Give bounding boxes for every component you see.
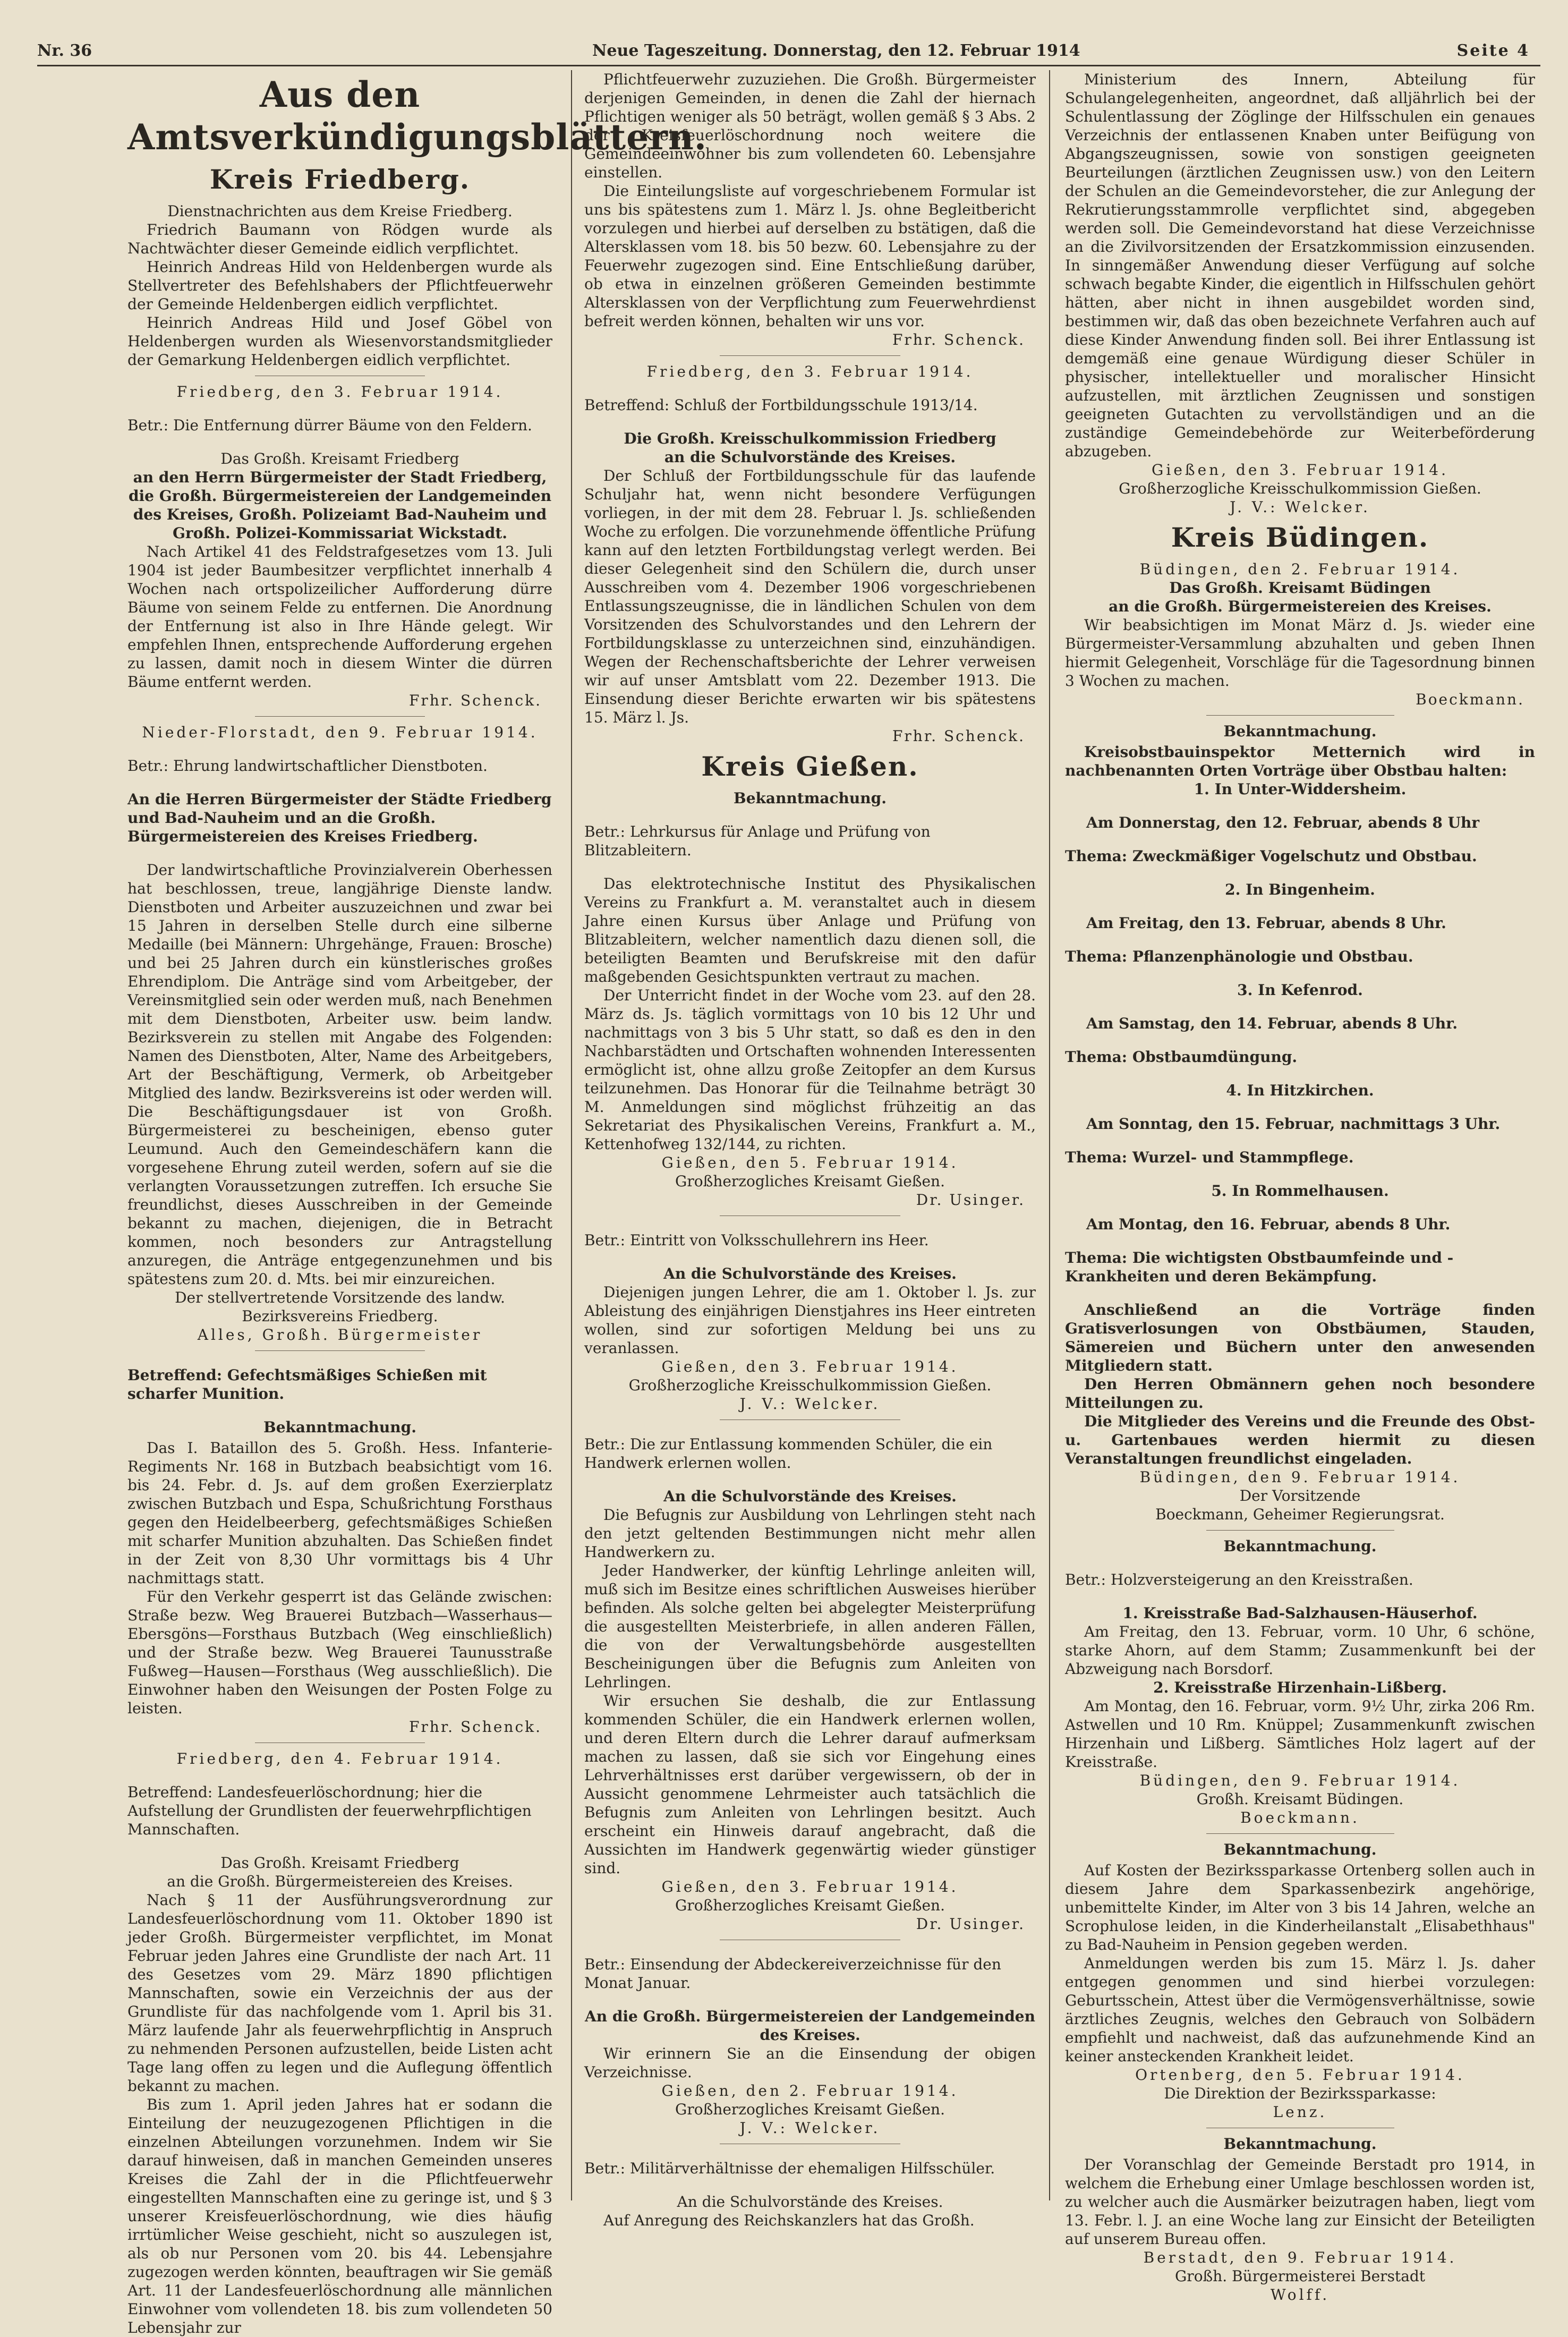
notice-recipient: An die Herren Bürgermeister der Städte Friedberg und Bad-Nauheim und an die Großh. Bürgermeistereien des Kreises Friedberg. — [127, 791, 552, 845]
column-3 — [1065, 70, 1535, 2304]
notice-signature: Frhr. Schenck. — [408, 692, 542, 709]
notice-text: Anmeldungen werden bis zum 15. März l. Js. daher entgegen genommen und sind hierbei vorzulegen: Geburtsschein, Attest über die Vermögensverhältnisse, sowie ärztliches Zeugnis, welches den Gebrauch von Solbädern empfiehlt und nachweist, daß das aufzunehmende Kind an keiner ansteckenden Krankheit leidet. — [1065, 1954, 1535, 2065]
auction-location: 2. Kreisstraße Hirzenhain-Lißberg. — [1153, 1679, 1447, 1696]
notice-subject: Betr.: Ehrung landwirtschaftlicher Dienstboten. — [127, 757, 488, 775]
kreis-giessen-heading: Kreis Gießen. — [701, 751, 919, 782]
notice-date: Gießen, den 2. Februar 1914. — [661, 2082, 959, 2100]
notice-text: Der landwirtschaftliche Provinzialverein Oberhessen hat beschlossen, treue, langjährige Dienste landw. Dienstboten und Arbeiter auszuzeichnen und zwar bei 15 Jahren in derselben Stelle durch eine silberne Medaille (bei Männern: Uhrgehänge, Frauen: Brosche) und bei 25 Jahren durch ein künstlerisches großes Ehrendiplom. Die Anträge sind vom Arbeitgeber, der Vereinsmitglied sein oder werden muß, nach Benehmen mit dem Dienstboten, Arbeiter usw. beim landw. Bezirksverein zu stellen mit Angabe des Folgenden: Namen des Dienstboten, Alter, Name des Arbeitgebers, Art der Beschäftigung, Vermerk, ob Arbeitgeber Mitglied des landw. Bezirksvereins ist oder werden will. Die Beschäftigungsdauer ist von Großh. Bürgermeisterei zu bescheinigen, ebenso guter Leumund. Auch den Gemeindeschäfern kann die vorgesehene Ehrung zuteil werden, sofern auf sie die verlangten Voraussetzungen zutreffen. Ich ersuche Sie freundlichst, dieses Ausschreiben in der Gemeinde bekannt zu machen, diejenigen, die in Betracht kommen, noch besonders zur Antragstellung anzuregen, die Anträge entgegenzunehmen und bis spätestens zum 20. d. Mts. bei mir einzureichen. — [127, 861, 552, 1288]
notice-sender: Die Direktion der Bezirkssparkasse: — [1164, 2085, 1436, 2102]
notice-heading: Bekanntmachung. — [734, 789, 887, 807]
notice-subject: Betr.: Einsendung der Abdeckereiverzeichnisse für den Monat Januar. — [584, 1956, 1001, 1992]
notice-recipient: An die Großh. Bürgermeistereien der Landgemeinden des Kreises. — [585, 2008, 1035, 2044]
lecture-place: 3. In Kefenrod. — [1237, 981, 1363, 999]
notice-sender: Das Großh. Kreisamt Friedberg — [220, 450, 459, 468]
lecture-time: Am Freitag, den 13. Februar, abends 8 Uhr. — [1086, 914, 1446, 932]
paper-dateline: Neue Tageszeitung. Donnerstag, den 12. Februar 1914 — [592, 41, 1080, 60]
notice-subject: Betr.: Die zur Entlassung kommenden Schüler, die ein Handwerk erlernen wollen. — [584, 1435, 993, 1472]
lecture-place: 4. In Hitzkirchen. — [1226, 1082, 1374, 1099]
notice-text: Heinrich Andreas Hild von Heldenbergen wurde als Stellvertreter des Befehlshabers der Pflichtfeuerwehr der Gemeinde Heldenbergen eidlich verpflichtet. — [127, 258, 552, 313]
notice-signature: Boeckmann. — [1240, 1809, 1360, 1826]
divider — [1206, 1530, 1394, 1531]
notice-signature: J. V.: Welcker. — [739, 2119, 881, 2137]
notice-text: Kreisobstbauinspektor Metternich wird in nachbenannten Orten Vorträge über Obstbau halten: — [1065, 743, 1535, 779]
notice-date: Friedberg, den 3. Februar 1914. — [646, 363, 974, 380]
notice-recipient: An die Schulvorstände des Kreises. — [677, 2193, 943, 2211]
notice-date: Gießen, den 3. Februar 1914. — [661, 1358, 959, 1375]
notice-date: Büdingen, den 2. Februar 1914. — [1139, 560, 1461, 578]
notice-sender: Das Großh. Kreisamt Friedberg — [220, 1854, 459, 1872]
notice-date: Büdingen, den 9. Februar 1914. — [1139, 1772, 1461, 1789]
notice-subject: Betreffend: Schluß der Fortbildungsschule 1913/14. — [584, 396, 978, 414]
notice-sender: Großherzogliche Kreisschulkommission Gießen. — [628, 1376, 992, 1394]
lecture-topic: Thema: Zweckmäßiger Vogelschutz und Obstbau. — [1065, 847, 1477, 865]
notice-text: Die Mitglieder des Vereins und die Freunde des Obst- u. Gartenbaues werden hiermit zu diesen Veranstaltungen freundlichst eingeladen. — [1065, 1413, 1535, 1467]
notice-signature: J. V.: Welcker. — [739, 1395, 881, 1413]
lecture-topic: Thema: Die wichtigsten Obstbaumfeinde und -Krankheiten und deren Bekämpfung. — [1065, 1249, 1454, 1285]
notice-sender: Großh. Bürgermeisterei Berstadt — [1174, 2267, 1426, 2285]
notice-subject: Betr.: Eintritt von Volksschullehrern ins Heer. — [584, 1231, 929, 1249]
notice-text: Pflichtfeuerwehr zuzuziehen. Die Großh. Bürgermeister derjenigen Gemeinden, in denen die Zahl der hiernach Pflichtigen weniger als 50 beträgt, wollen gemäß § 3 Abs. 2 der Kreisfeuerlöschordnung noch weitere die Gemeindeeinwohner bis zum vollendeten 60. Lebensjahre einstellen. — [584, 71, 1036, 181]
notice-heading: Bekanntmachung. — [1223, 2135, 1377, 2153]
notice-signature: Boeckmann, Geheimer Regierungsrat. — [1155, 1506, 1445, 1523]
notice-subject: Betreffend: Landesfeuerlöschordnung; hier die Aufstellung der Grundlisten der feuerwehrpflichtigen Mannschaften. — [127, 1783, 532, 1838]
notice-sender: Die Großh. Kreisschulkommission Friedberg — [624, 430, 996, 447]
notice-date: Friedberg, den 3. Februar 1914. — [176, 383, 504, 401]
notice-signature: Der stellvertretende Vorsitzende des landw. Bezirksvereins Friedberg. — [175, 1289, 505, 1325]
lecture-topic: Thema: Pflanzenphänologie und Obstbau. — [1065, 948, 1413, 965]
notice-text: Nach § 11 der Ausführungsverordnung zur Landesfeuerlöschordnung vom 11. Oktober 1890 ist jeder Großh. Bürgermeister verpflichtet, im Monat Februar jeden Jahres eine Grundliste der nach Art. 11 des Gesetzes vom 29. März 1890 pflichtigen Mannschaften, sowie ein Verzeichnis der aus der Grundliste für das nachfolgende vom 1. April bis 31. März laufende Jahr als feuerwehrpflichtig in Anspruch zu nehmenden Personen aufzustellen, beide Listen acht Tage lang offen zu legen und die Auflegung öffentlich bekannt zu machen. — [127, 1891, 552, 2095]
notice-recipient: An die Schulvorstände des Kreises. — [663, 1488, 957, 1505]
notice-text: Die Befugnis zur Ausbildung von Lehrlingen steht nach den jetzt geltenden Bestimmungen nicht mehr allen Handwerkern zu. — [584, 1506, 1036, 1561]
divider — [255, 716, 425, 717]
kreis-friedberg-heading: Kreis Friedberg. — [209, 164, 471, 195]
notice-date: Gießen, den 5. Februar 1914. — [661, 1154, 959, 1171]
notice-subject: Betr.: Lehrkursus für Anlage und Prüfung von Blitzableitern. — [584, 823, 931, 859]
notice-signature: Wolff. — [1270, 2286, 1330, 2304]
column-2 — [584, 70, 1036, 2229]
notice-signature: Frhr. Schenck. — [892, 727, 1025, 745]
notice-sender: Großherzogliches Kreisamt Gießen. — [675, 1897, 945, 1914]
notice-text: Den Herren Obmännern gehen noch besondere Mitteilungen zu. — [1065, 1375, 1535, 1412]
divider — [1206, 715, 1394, 716]
issue-number: Nr. 36 — [37, 41, 92, 60]
notice-signature: Dr. Usinger. — [916, 1915, 1025, 1933]
column-rule-1 — [571, 70, 572, 2200]
notice-text: Ministerium des Innern, Abteilung für Schulangelegenheiten, angeordnet, daß alljährlich bei der Schulentlassung der Zöglinge der Hilfsschulen ein genaues Verzeichnis der entlassenen Knaben unter Beifügung von Abgangszeugnissen, sowie von sonstigen geeigneten Beurteilungen (ärztlichen Zeugnissen usw.) von den Leitern der Schulen an die Gemeindevorsteher, die zur Anlegung der Rekrutierungsstammrolle verpflichtet sind, abgegeben werden soll. Die Gemeindevorstand hat diese Verzeichnisse an die Zivilvorsitzenden der Ersatzkommission einzusenden. In sinngemäßer Anwendung dieser Verfügung auf solche schwach begabte Kinder, die eigentlich in Hilfsschulen gehört hätten, aber nicht in ihnen ausgebildet worden sind, bestimmen wir, daß das oben bezeichnete Verfahren auch auf diese Kinder Anwendung finden soll. Bei ihrer Entlassung ist demgemäß eine genaue Würdigung dieser Schüler in physischer, intellektueller und moralischer Hinsicht aufzustellen, mit ärztlichen Zeugnissen und sonstigen geeigneten Gutachten zu vervollständigen und an die zuständige Gemeindebehörde zur Weiterbeförderung abzugeben. — [1065, 71, 1535, 460]
notice-text: Das elektrotechnische Institut des Physikalischen Vereins zu Frankfurt a. M. veranstaltet auch in diesem Jahre einen Kursus über Anlage und Prüfung von Blitzableitern, welcher namentlich dazu dienen soll, die beteiligten Beamten und Berufskreise mit den dafür maßgebenden Gesichtspunkten vertraut zu machen. — [584, 875, 1036, 985]
notice-text: Heinrich Andreas Hild und Josef Göbel von Heldenbergen wurden als Wiesenvorstandsmitglieder der Gemarkung Heldenbergen eidlich verpflichtet. — [127, 314, 552, 369]
notice-date: Gießen, den 3. Februar 1914. — [1152, 461, 1448, 479]
notice-signature: Frhr. Schenck. — [408, 1718, 542, 1736]
notice-text: Der Voranschlag der Gemeinde Berstadt pro 1914, in welchem die Erhebung einer Umlage beschlossen worden ist, zu welcher auch die Ausmärker beizutragen haben, liegt vom 13. Febr. l. J. an eine Woche lang zur Einsicht der Beteiligten auf unserem Bureau offen. — [1065, 2156, 1535, 2248]
kreis-buedingen-heading: Kreis Büdingen. — [1171, 522, 1429, 553]
notice-text: Am Freitag, den 13. Februar, vorm. 10 Uhr, 6 schöne, starke Ahorn, auf dem Stamm; Zusammenkunft bei der Abzweigung nach Borsdorf. — [1065, 1623, 1535, 1678]
notice-signature: Dr. Usinger. — [916, 1191, 1025, 1209]
notice-heading: Bekanntmachung. — [263, 1418, 416, 1436]
notice-text: Der Unterricht findet in der Woche vom 23. auf den 28. März ds. Js. täglich vormittags von 10 bis 12 Uhr und nachmittags von 3 bis 5 Uhr statt, so daß es den in den Nachbarstädten und Ortschaften wohnenden Interessenten ermöglicht ist, ohne allzu große Zeitopfer an dem Kursus teilzunehmen. Das Honorar für die Teilnahme beträgt 30 M. Anmeldungen sind möglichst frühzeitig an das Sekretariat des Physikalischen Vereins, Frankfurt a. M., Kettenhofweg 132/144, zu richten. — [584, 987, 1036, 1153]
notice-text: Die Einteilungsliste auf vorgeschriebenem Formular ist uns bis spätestens zum 1. März l. Js. ohne Begleitbericht vorzulegen und hierbei auf derselben zu bstätigen, daß die Altersklassen vom 18. bis 50 bezw. 60. Lebensjahre zu der Feuerwehr zugezogen sind. Eine Entschließung darüber, ob etwa in einzelnen größeren Gemeinden bestimmte Altersklassen von der Verpflichtung zum Feuerwehrdienst befreit werden können, behalten wir uns vor. — [584, 182, 1036, 330]
lecture-place: 5. In Rommelhausen. — [1211, 1182, 1389, 1200]
divider — [1206, 1833, 1394, 1834]
section-heading: Aus den Amtsverkündigungsblättern. — [127, 74, 707, 158]
notice-recipient: an die Schulvorstände des Kreises. — [664, 448, 956, 466]
notice-signature: Boeckmann. — [1416, 691, 1524, 708]
notice-text: Wir erinnern Sie an die Einsendung der obigen Verzeichnisse. — [584, 2045, 1036, 2081]
divider — [720, 355, 900, 356]
masthead — [37, 41, 1540, 63]
notice-text: Das I. Bataillon des 5. Großh. Hess. Infanterie-Regiments Nr. 168 in Butzbach beabsichtigt vom 16. bis 24. Febr. d. Js. auf dem großen Exerzierplatz zwischen Butzbach und Espa, Schußrichtung Forsthaus gegen den Heidelbeerberg, gefechtsmäßiges Schießen mit scharfer Munition abzuhalten. Das Schießen findet in der Zeit von 8,30 Uhr vormittags bis 4 Uhr nachmittags statt. — [127, 1439, 552, 1587]
notice-text: Auf Anregung des Reichskanzlers hat das Großh. — [603, 2212, 975, 2229]
notice-text: Diejenigen jungen Lehrer, die am 1. Oktober l. Js. zur Ableistung des einjährigen Dienstjahres ins Heer eintreten wollen, sind zur sofortigen Meldung bei uns zu veranlassen. — [584, 1284, 1036, 1357]
notice-text: Bis zum 1. April jeden Jahres hat er sodann die Einteilung der neuzugezogenen Pflichtigen in die einzelnen Abteilungen vorzunehmen. Indem wir Sie darauf hinweisen, daß in manchen Gemeinden unseres Kreises die Zahl der in die Pflichtfeuerwehr eingestellten Mannschaften eine zu geringe ist, und § 3 unserer Kreisfeuerlöschordnung, wie dies häufig irrtümlicher Weise geschieht, nicht so auszulegen ist, als ob nur Personen vom 20. bis 44. Lebensjahre zugezogen werden könnten, beauftragen wir Sie gemäß Art. 11 der Landesfeuerlöschordnung alle männlichen Einwohner vom vollendeten 18. bis zum vollendeten 50 Lebensjahr zur — [127, 2096, 552, 2336]
notice-recipient: An die Schulvorstände des Kreises. — [663, 1265, 957, 1282]
notice-recipient: an die Großh. Bürgermeistereien des Kreises. — [167, 1873, 513, 1890]
notice-date: Ortenberg, den 5. Februar 1914. — [1135, 2066, 1465, 2084]
notice-signature: Frhr. Schenck. — [892, 331, 1025, 349]
notice-text: Wir ersuchen Sie deshalb, die zur Entlassung kommenden Schüler, die ein Handwerk erlernen wollen, und deren Eltern durch die Lehrer darauf aufmerksam machen zu lassen, daß sie sich vor Eingehung eines Lehrverhältnisses erst darüber vergewissern, ob der in Aussicht genommene Lehrmeister auch tatsächlich die Befugnis zum Anleiten von Lehrlingen besitzt. Auch erscheint ein Hinweis darauf angebracht, daß die Aussichten im Handwerk gegenwärtig wieder günstiger sind. — [584, 1692, 1036, 1877]
notice-date: Gießen, den 3. Februar 1914. — [661, 1878, 959, 1896]
notice-recipient: an den Herrn Bürgermeister der Stadt Friedberg, die Großh. Bürgermeistereien der Landgemeinden des Kreises, Großh. Polizeiamt Bad-Nauheim und Großh. Polizei-Kommissariat Wickstadt. — [128, 469, 552, 542]
lecture-time: Am Montag, den 16. Februar, abends 8 Uhr. — [1086, 1216, 1451, 1233]
lecture-topic: Thema: Obstbaumdüngung. — [1065, 1048, 1298, 1066]
lecture-time: Am Sonntag, den 15. Februar, nachmittags 3 Uhr. — [1086, 1115, 1501, 1133]
notice-sender: Großherzogliche Kreisschulkommission Gießen. — [1119, 480, 1481, 497]
notice-date: Berstadt, den 9. Februar 1914. — [1143, 2249, 1457, 2266]
notice-text: Anschließend an die Vorträge finden Gratisverlosungen von Obstbäumen, Stauden, Sämereien und Büchern unter den anwesenden Mitgliedern statt. — [1065, 1301, 1535, 1374]
notice-subject: Betr.: Holzversteigerung an den Kreisstraßen. — [1065, 1571, 1413, 1588]
notice-signature: Lenz. — [1273, 2103, 1327, 2121]
auction-location: 1. Kreisstraße Bad-Salzhausen-Häuserhof. — [1122, 1604, 1478, 1622]
notice-sender: Großh. Kreisamt Büdingen. — [1196, 1790, 1404, 1808]
lecture-place: 2. In Bingenheim. — [1225, 881, 1375, 898]
notice-date: Nieder-Florstadt, den 9. Februar 1914. — [142, 724, 538, 741]
divider — [255, 1350, 425, 1351]
notice-heading: Bekanntmachung. — [1223, 1537, 1377, 1555]
notice-signature: J. V.: Welcker. — [1230, 498, 1370, 516]
notice-subject: Betreffend: Gefechtsmäßiges Schießen mit scharfer Munition. — [127, 1366, 487, 1403]
notice-text: Jeder Handwerker, der künftig Lehrlinge anleiten will, muß sich im Besitze eines schriftlichen Ausweises hierüber befinden. Als solche gelten bei abgelegter Meisterprüfung die ausgestellten Meisterbriefe, in allen anderen Fällen, die von der Verwaltungsbehörde ausgestellten Bescheinigungen über die Befugnis zum Anleiten von Lehrlingen. — [584, 1562, 1036, 1691]
notice-text: Auf Kosten der Bezirkssparkasse Ortenberg sollen auch in diesem Jahre dem Sparkassenbezirk angehörige, unbemittelte Kinder, im Alter von 3 bis 14 Jahren, welche an Scrophulose leiden, in die Kinderheilanstalt „Elisabethhaus" zu Bad-Nauheim in Pension gegeben werden. — [1065, 1862, 1535, 1953]
notice-sender: Der Vorsitzende — [1239, 1487, 1361, 1505]
notice-sender: Großherzogliches Kreisamt Gießen. — [675, 1172, 945, 1190]
notice-subject: Betr.: Militärverhältnisse der ehemaligen Hilfsschüler. — [584, 2160, 995, 2177]
notice-sender: Großherzogliches Kreisamt Gießen. — [675, 2101, 945, 2118]
column-1 — [127, 70, 707, 2336]
lecture-time: Am Samstag, den 14. Februar, abends 8 Uhr. — [1086, 1015, 1458, 1032]
notice-signature: Alles, Großh. Bürgermeister — [197, 1326, 483, 1344]
notice-date: Büdingen, den 9. Februar 1914. — [1139, 1468, 1461, 1486]
notice-text: Friedrich Baumann von Rödgen wurde als Nachtwächter dieser Gemeinde eidlich verpflichtet. — [127, 221, 552, 257]
lecture-time: Am Donnerstag, den 12. Februar, abends 8 Uhr — [1086, 814, 1480, 831]
notice-text: Der Schluß der Fortbildungsschule für das laufende Schuljahr hat, wenn nicht besondere Verfügungen vorliegen, in der mit dem 28. Februar l. Js. schließenden Woche zu erfolgen. Die vorzunehmende öffentliche Prüfung kann auf den letzten Fortbildungstag verlegt werden. Bei dieser Gelegenheit sind den Schülern die, durch unser Ausschreiben vom 4. Dezember 1906 vorgeschriebenen Entlassungszeugnisse, die in ländlichen Schulen von dem Vorsitzenden des Schulvorstandes und den Lehrern der Fortbildungsklasse zu unterzeichnen sind, einzuhändigen. Wegen der Rechenschaftsberichte der Lehrer verweisen wir auf unser Amtsblatt vom 22. Dezember 1913. Die Einsendung dieser Berichte erwarten wir bis spätestens 15. März l. Js. — [584, 467, 1036, 726]
lecture-place: 1. In Unter-Widdersheim. — [1194, 780, 1407, 798]
notice-date: Friedberg, den 4. Februar 1914. — [176, 1750, 504, 1767]
notice-subject: Betr.: Die Entfernung dürrer Bäume von den Feldern. — [127, 417, 532, 434]
lecture-topic: Thema: Wurzel- und Stammpflege. — [1065, 1149, 1354, 1166]
notice-heading: Bekanntmachung. — [1223, 723, 1377, 740]
notice-recipient: an die Großh. Bürgermeistereien des Kreises. — [1109, 598, 1492, 615]
column-rule-2 — [1049, 70, 1050, 2200]
notice-text: Wir beabsichtigen im Monat März d. Js. wieder eine Bürgermeister-Versammlung abzuhalten und geben Ihnen hiermit Gelegenheit, Vorschläge für die Tagesordnung binnen 3 Wochen zu machen. — [1065, 616, 1535, 690]
page-number: Seite 4 — [1456, 41, 1530, 60]
notice-text: Für den Verkehr gesperrt ist das Gelände zwischen: Straße bezw. Weg Brauerei Butzbach—Wasserhaus—Ebersgöns—Forsthaus Butzbach (Weg einschließlich) und der Straße bezw. Weg Brauerei Taunusstraße Fußweg—Hausen—Forsthaus (Weg ausschließlich). Die Einwohner haben den Weisungen der Posten Folge zu leisten. — [127, 1588, 552, 1717]
notice-text: Am Montag, den 16. Februar, vorm. 9½ Uhr, zirka 206 Rm. Astwellen und 10 Rm. Knüppel; Zusammenkunft zwischen Hirzenhain und Lißberg. Sämtliches Holz lagert auf der Kreisstraße. — [1065, 1697, 1535, 1771]
notice-heading: Bekanntmachung. — [1223, 1841, 1377, 1858]
notice-text: Nach Artikel 41 des Feldstrafgesetzes vom 13. Juli 1904 ist jeder Baumbesitzer verpflichtet innerhalb 4 Wochen nach ortspolizeilicher Aufforderung dürre Bäume von seinem Felde zu entfernen. Die Anordnung der Entfernung ist also in Ihre Hände gelegt. Wir empfehlen Ihnen, entsprechende Aufforderung ergehen zu lassen, damit noch in diesem Winter die dürren Bäume entfernt werden. — [127, 543, 552, 691]
notice-subheading: Dienstnachrichten aus dem Kreise Friedberg. — [167, 202, 513, 220]
masthead-rule — [37, 65, 1540, 66]
notice-sender: Das Großh. Kreisamt Büdingen — [1169, 579, 1431, 597]
